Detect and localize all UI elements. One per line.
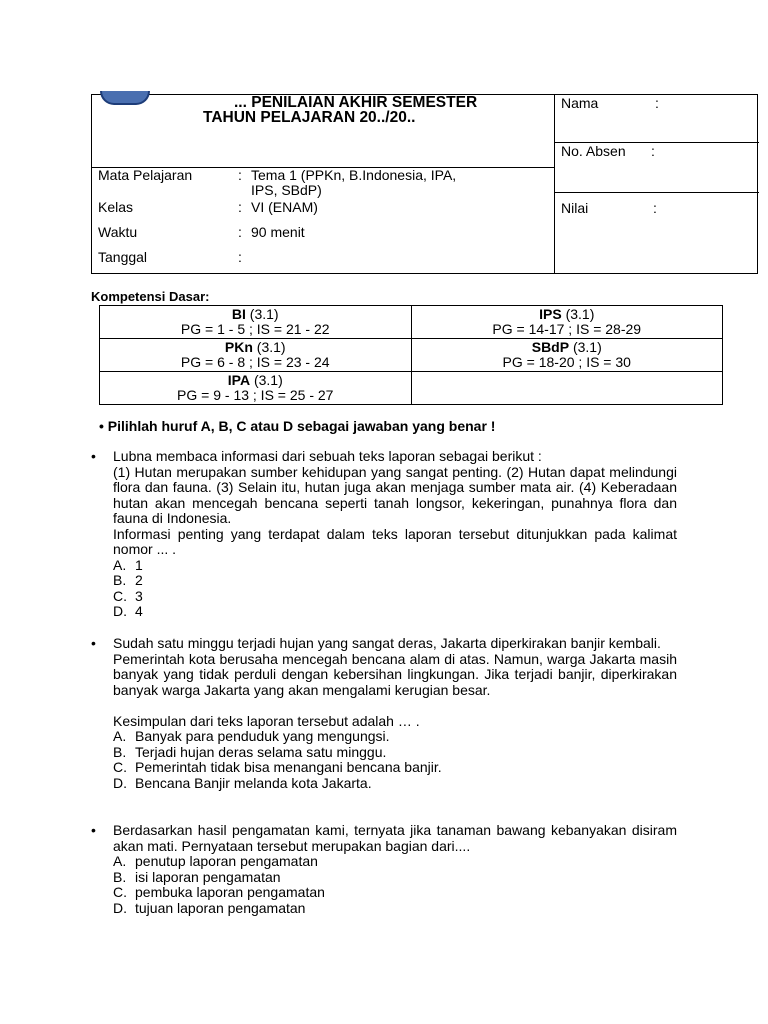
question-prompt: Informasi penting yang terdapat dalam teks laporan tersebut ditunjukkan pada kalimat nomor ... . <box>113 525 677 557</box>
bullet: • <box>91 448 96 464</box>
option-c[interactable] <box>113 760 677 776</box>
question-2 <box>91 636 677 791</box>
option-key: D. <box>113 603 127 619</box>
option-key: A. <box>113 556 127 573</box>
label-waktu: Waktu <box>98 224 138 240</box>
kd-cell-empty <box>411 372 723 405</box>
header-divider <box>554 95 555 274</box>
kd-subject: BI <box>231 305 246 322</box>
option-text: 1 <box>135 556 143 573</box>
option-text: Banyak para penduduk yang mengungsi. <box>135 728 390 744</box>
option-text: Terjadi hujan deras selama satu minggu. <box>135 743 387 760</box>
option-d[interactable] <box>113 604 677 620</box>
question-passage: (1) Hutan merupakan sumber kehidupan yang sangat penting. (2) Hutan dapat melindungi flora dan fauna. (3) Selain itu, hutan juga akan menjaga sumber mata air. (4) Keberadaan hutan akan mencegah bencana seperti tanah longsor, kekeringan, punahnya flora dan fauna di Indonesia. <box>113 463 677 526</box>
value-kelas: VI (ENAM) <box>251 199 318 215</box>
kd-range: PG = 14-17 ; IS = 28-29 <box>492 321 642 337</box>
label-no-absen: No. Absen <box>561 143 626 159</box>
kd-range: PG = 18-20 ; IS = 30 <box>502 354 631 370</box>
header-rule <box>554 192 759 193</box>
kd-cell <box>100 339 412 372</box>
option-text: 3 <box>135 587 143 604</box>
kd-range: PG = 9 - 13 ; IS = 25 - 27 <box>177 387 334 403</box>
option-key: D. <box>113 899 127 916</box>
option-c[interactable] <box>113 885 677 901</box>
kd-code: (3.1) <box>256 338 286 355</box>
option-text: Bencana Banjir melanda kota Jakarta. <box>135 774 372 791</box>
exam-header <box>91 94 758 274</box>
kompetensi-title: Kompetensi Dasar: <box>91 289 210 304</box>
option-text: penutup laporan pengamatan <box>135 853 318 869</box>
option-a[interactable] <box>113 558 677 574</box>
kd-code: (3.1) <box>253 371 283 388</box>
separator: : <box>651 143 655 159</box>
option-key: C. <box>113 759 127 775</box>
question-3 <box>91 823 677 916</box>
kompetensi-table <box>99 305 723 405</box>
value-waktu: 90 menit <box>251 224 305 240</box>
school-year: TAHUN PELAJARAN 20../20.. <box>203 109 416 126</box>
question-prompt: Kesimpulan dari teks laporan tersebut adalah … . <box>113 712 420 729</box>
kd-subject: PKn <box>224 338 253 355</box>
kd-cell <box>411 306 723 339</box>
option-c[interactable] <box>113 589 677 605</box>
exam-title: ... PENILAIAN AKHIR SEMESTER <box>234 94 478 111</box>
kd-subject: IPA <box>227 371 251 388</box>
separator: : <box>238 167 242 183</box>
kd-cell <box>100 306 412 339</box>
option-b[interactable] <box>113 573 677 589</box>
instruction: • Pilihlah huruf A, B, C atau D sebagai jawaban yang benar ! <box>99 418 496 434</box>
option-a[interactable] <box>113 729 677 745</box>
option-d[interactable] <box>113 901 677 917</box>
option-text: Pemerintah tidak bisa menangani bencana banjir. <box>135 759 442 775</box>
separator: : <box>238 249 242 265</box>
option-text: 4 <box>135 603 143 619</box>
option-b[interactable] <box>113 745 677 761</box>
option-key: B. <box>113 743 127 760</box>
option-text: tujuan laporan pengamatan <box>135 899 306 916</box>
question-1 <box>91 449 677 620</box>
option-d[interactable] <box>113 776 677 792</box>
option-text: pembuka laporan pengamatan <box>135 884 325 900</box>
separator: : <box>238 224 242 240</box>
separator: : <box>653 200 657 216</box>
option-key: C. <box>113 884 127 900</box>
label-mata-pelajaran: Mata Pelajaran <box>98 167 193 183</box>
question-stem: Sudah satu minggu terjadi hujan yang sangat deras, Jakarta diperkirakan banjir kembali. <box>113 635 661 651</box>
kd-range: PG = 1 - 5 ; IS = 21 - 22 <box>180 321 330 337</box>
kd-subject: SBdP <box>531 338 570 355</box>
option-key: B. <box>113 572 127 588</box>
value-mata-pelajaran-cont: IPS, SBdP) <box>251 182 322 198</box>
kd-range: PG = 6 - 8 ; IS = 23 - 24 <box>180 354 330 370</box>
question-stem: Berdasarkan hasil pengamatan kami, ternyata jika tanaman bawang kebanyakan disiram akan mati. Pernyataan tersebut merupakan bagian dari.... <box>113 822 677 854</box>
label-nilai: Nilai <box>561 200 589 216</box>
label-tanggal: Tanggal <box>98 249 148 265</box>
option-a[interactable] <box>113 854 677 870</box>
option-key: A. <box>113 853 127 869</box>
value-mata-pelajaran: Tema 1 (PPKn, B.Indonesia, IPA, <box>251 167 457 183</box>
option-key: C. <box>113 587 127 604</box>
separator: : <box>238 199 242 215</box>
question-passage: Pemerintah kota berusaha mencegah bencana alam di atas. Namun, warga Jakarta masih banyak yang tidak perduli dengan kebersihan lingkungan. Jika terjadi banjir, diperkirakan banyak warga Jakarta yang akan mengalami kerugian besar. <box>113 650 677 698</box>
kd-cell <box>411 339 723 372</box>
question-stem: Lubna membaca informasi dari sebuah teks laporan sebagai berikut : <box>113 448 542 464</box>
kd-code: (3.1) <box>249 305 279 322</box>
kd-code: (3.1) <box>572 338 602 355</box>
label-kelas: Kelas <box>98 199 134 215</box>
label-nama: Nama <box>561 95 599 111</box>
separator: : <box>655 95 659 111</box>
kd-code: (3.1) <box>565 305 595 322</box>
school-logo <box>100 91 150 105</box>
kd-subject: IPS <box>539 305 562 322</box>
kd-cell <box>100 372 412 405</box>
bullet: • <box>91 635 96 651</box>
option-key: D. <box>113 774 127 791</box>
option-text: 2 <box>135 572 143 588</box>
bullet: • <box>91 822 96 838</box>
option-key: A. <box>113 728 127 744</box>
option-key: B. <box>113 868 127 885</box>
option-text: isi laporan pengamatan <box>135 868 281 885</box>
option-b[interactable] <box>113 870 677 886</box>
